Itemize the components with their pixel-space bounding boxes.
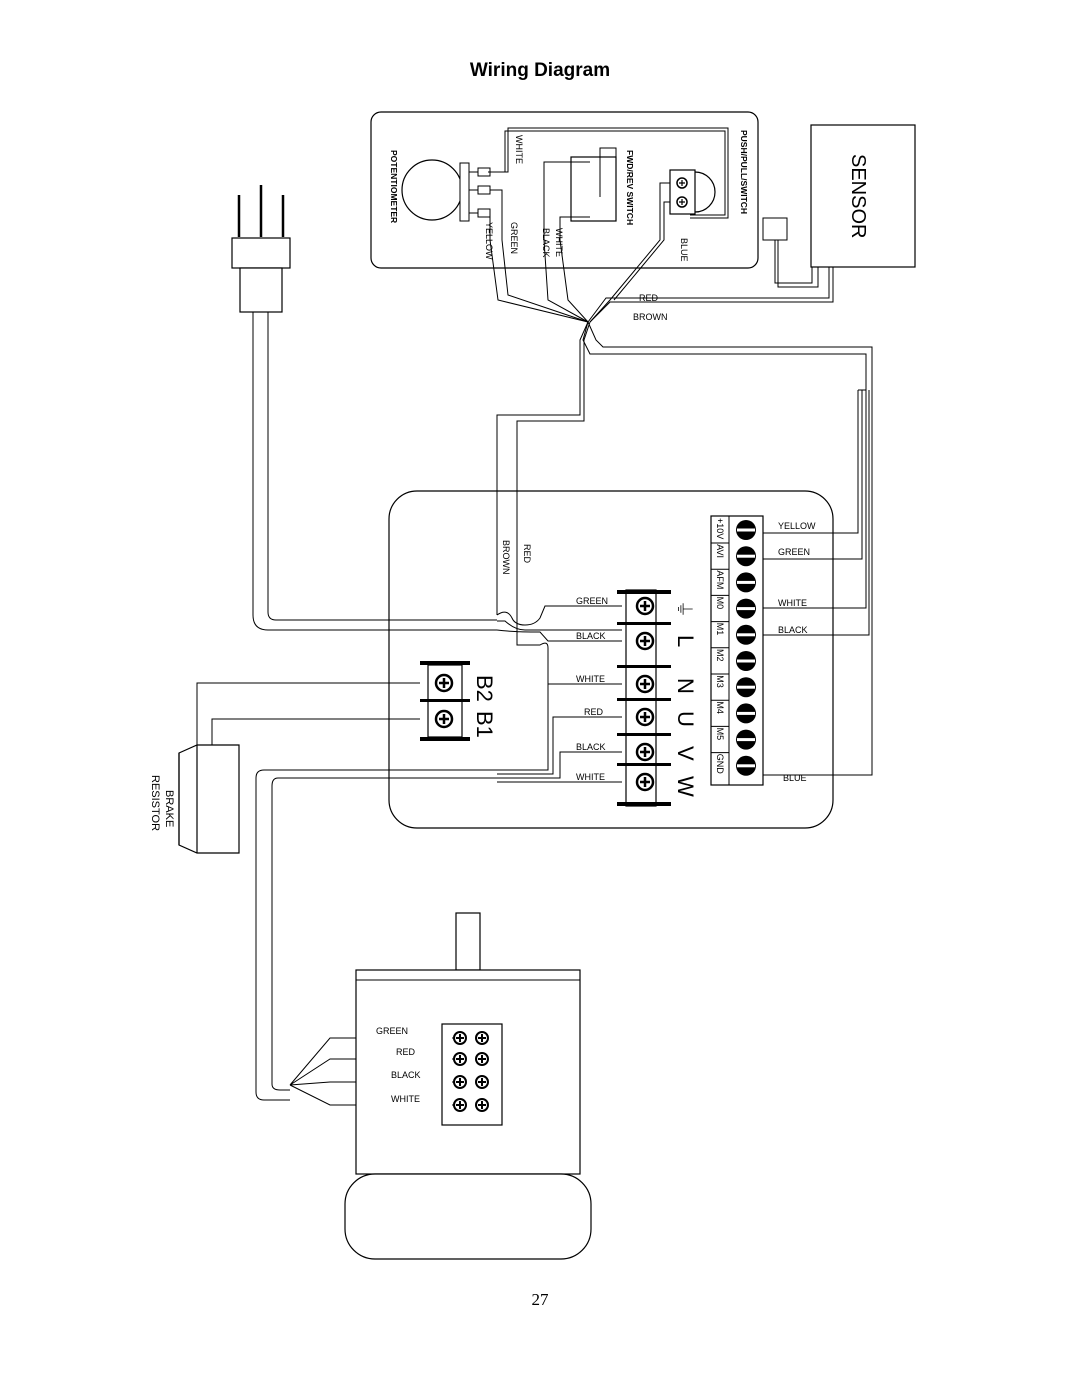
power-terminal-label: L [673,635,698,648]
power-wire-label: WHITE [576,674,605,684]
page-number: 27 [531,1290,549,1309]
fwd-rev-switch-label: FWD/REV SWITCH [625,150,635,226]
potentiometer-label: POTENTIOMETER [389,150,399,224]
control-terminal-label: M5 [715,727,725,741]
motor-terminal-box [442,1024,502,1125]
wire-yellow-label: YELLOW [484,222,494,260]
brake-terminal-block [420,661,470,741]
control-terminal-label: +10V [715,518,725,540]
drive-unit [389,491,833,828]
wire-black-label: BLACK [541,228,551,258]
wire-green-label: GREEN [509,222,519,255]
control-terminal-label: M1 [715,622,725,636]
drive-outline [389,491,833,828]
control-terminal-label: M4 [715,701,725,714]
power-terminal-label: N [673,678,698,694]
ctl-wire-yellow-label: YELLOW [778,521,816,531]
push-pull-switch [670,170,715,214]
sensor-wire-brown-label: BROWN [633,312,668,322]
motor-wire-green-label: GREEN [376,1026,409,1036]
wire-white-top-label: WHITE [514,135,524,164]
control-terminal-label: AFM [715,570,725,590]
ctl-wire-black-label: BLACK [778,625,808,635]
sensor-wire-red-label: RED [639,293,659,303]
incoming-red-label: RED [522,544,532,564]
motor-wire-black-label: BLACK [391,1070,421,1080]
power-wire-label: BLACK [576,742,606,752]
brake-terminal-b1: B1 [472,711,497,738]
fwd-rev-switch [571,157,616,221]
power-terminal-block [576,590,698,806]
motor-wire-white-label: WHITE [391,1094,420,1104]
power-wire-label: RED [584,707,604,717]
ctl-wire-blue-label: BLUE [783,773,807,783]
power-wire-label: WHITE [576,772,605,782]
control-terminal-label: M0 [715,596,725,610]
push-pull-switch-label: PUSH/PULL/SWITCH [739,130,749,215]
control-terminal-label: GND [715,753,725,774]
motor [345,913,591,1259]
control-box [371,112,758,322]
sensor-label: SENSOR [847,154,869,239]
brake-resistor [179,683,420,853]
power-wire-label: BLACK [576,631,606,641]
power-wire-label: GREEN [576,596,609,606]
brake-resistor-label-1: BRAKE [163,790,175,828]
power-terminal-label: V [673,746,698,761]
control-terminal-label: M3 [715,675,725,688]
ctl-wire-white-label: WHITE [778,598,807,608]
control-terminal-label: M2 [715,649,725,662]
power-terminal-label: ⏚ [674,600,694,618]
ctl-wire-green-label: GREEN [778,547,811,557]
incoming-brown-label: BROWN [501,540,511,575]
brake-terminal-b2: B2 [472,675,497,702]
power-plug [232,185,497,630]
motor-wire-red-label: RED [396,1047,416,1057]
power-terminal-label: U [673,711,698,727]
wire-white-label: WHITE [554,228,564,257]
brake-resistor-label-2: RESISTOR [149,775,161,832]
wire-blue-label: BLUE [679,238,689,262]
power-terminal-label: W [673,776,698,797]
control-terminal-label: AVI [715,544,725,559]
page-title: Wiring Diagram [469,60,611,81]
potentiometer [402,160,490,221]
sensor [588,125,915,322]
